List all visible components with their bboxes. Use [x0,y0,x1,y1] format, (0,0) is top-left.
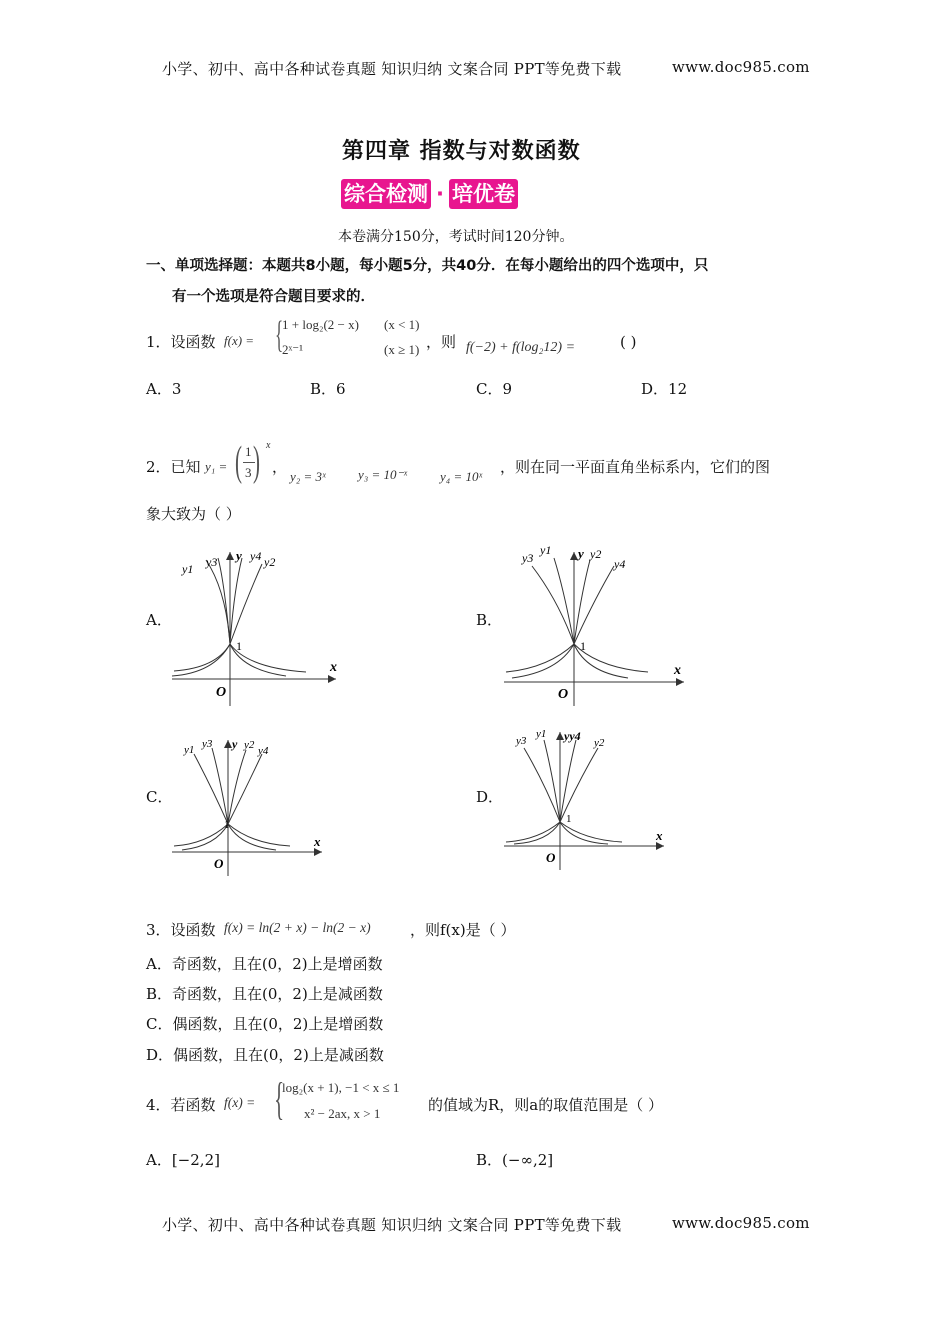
q2-y3: y₃ = 10⁻ˣ [358,467,408,482]
label-1: y1 [182,562,194,576]
x-arrow [314,848,322,856]
q2-y1-exp: x [266,440,271,451]
q3-option-d[interactable]: D．偶函数，且在(0，2)上是减函数 [146,1046,384,1064]
origin-label: O [214,856,224,871]
q2-graph-a[interactable] [166,540,356,710]
y-arrow [570,552,578,560]
q2-graph-d[interactable] [498,722,678,876]
q1-f: f(x) = [224,333,255,348]
q2-y1-label: y₁ = [205,459,228,474]
label-4: y2 [594,737,605,749]
q1-option-a[interactable]: A．3 [146,380,182,398]
q2-graph-c[interactable] [166,728,336,878]
badge-dot: · [436,182,444,206]
curve-y3 [532,566,574,644]
label-3: y [578,546,584,561]
footer-site-link[interactable]: www.doc985.com [672,1214,810,1232]
curve-y4 [560,740,576,822]
q2-option-c-letter[interactable]: C． [146,788,173,806]
curve-left-2 [512,644,574,678]
curve-left-2 [182,824,228,850]
curve-y1 [554,558,574,644]
label-1: y3 [516,735,527,747]
q3-option-c[interactable]: C．偶函数，且在(0，2)上是增函数 [146,1015,384,1033]
x-label: x [314,834,321,849]
label-1: y1 [184,744,195,756]
one-label: 1 [224,819,230,831]
section-line1: 一、单项选择题：本题共8小题，每小题5分，共40分．在每小题给出的四个选项中，只 [146,258,709,274]
x-label: x [656,828,663,843]
label-2: y3 [202,738,213,750]
q2-frac-den: 3 [245,465,252,480]
footer-text: 小学、初中、高中各种试卷真题 知识归纳 文案合同 PPT等免费下载 [162,1216,622,1234]
label-3: y [232,737,238,751]
badge-part1: 综合检测 [341,179,431,209]
curve-left-2 [514,822,560,844]
y-arrow [556,732,564,740]
q1-blank: ( ) [620,333,637,351]
label-4: y2 [244,739,255,751]
q2-option-d-letter[interactable]: D． [476,788,504,806]
q4-number: 4．若函数 [146,1096,216,1114]
q1-brace: { [275,314,284,356]
one-label: 1 [580,639,586,653]
label-4: y4 [250,549,262,563]
curve-y2 [574,560,590,644]
q2-y4: y₄ = 10ˣ [440,469,483,484]
q2-number: 2．已知 [146,458,201,476]
header-site-link[interactable]: www.doc985.com [672,58,810,76]
q1-option-c[interactable]: C．9 [476,380,513,398]
q3-option-b[interactable]: B．奇函数，且在(0，2)上是减函数 [146,985,383,1003]
q3-option-a[interactable]: A．奇函数，且在(0，2)上是增函数 [146,955,383,973]
origin-label: O [558,687,569,702]
label-2: y1 [536,728,547,740]
badge-part2: 培优卷 [449,179,518,209]
q1-cond2: (x ≥ 1) [384,342,420,357]
one-label: 1 [566,813,572,825]
curve-right-2 [228,824,276,850]
q4-rest: 的值域为R，则a的取值范围是（ ） [428,1096,664,1114]
q2-y2: y₂ = 3ˣ [290,469,326,484]
q1-expr: f(−2) + f(log₂12) = [466,340,576,355]
label-4: y2 [590,547,602,561]
q1-case1: 1 + log₂(2 − x) [282,317,359,332]
q1-option-b[interactable]: B．6 [310,380,346,398]
q3-rest: ，则f(x)是（ ） [410,921,516,939]
q2-rest: ，则在同一平面直角坐标系内，它们的图 [500,458,771,476]
q3-number: 3．设函数 [146,921,216,939]
intro-text: 本卷满分150分，考试时间120分钟。 [338,229,574,245]
label-3: y [236,548,242,563]
y-arrow [226,552,234,560]
q2-option-a-letter[interactable]: A． [146,611,172,629]
origin-label: O [216,685,227,700]
label-5: y4 [258,745,269,757]
curve-y2 [228,750,246,824]
q4-option-a[interactable]: A．[−2,2] [146,1151,220,1169]
q1-number: 1．设函数 [146,333,216,351]
q2-frac-num: 1 [245,444,252,459]
section-line2: 有一个选项是符合题目要求的． [172,289,375,305]
one-label: 1 [236,639,242,653]
q4-case1: log₂(x + 1), −1 < x ≤ 1 [282,1080,400,1095]
q4-brace: { [274,1073,285,1124]
q1-then: ，则 [426,333,457,351]
q2-graph-b[interactable] [498,540,698,710]
q1-case2: 2ˣ⁻¹ [282,342,304,357]
curve-y3 [172,558,230,676]
curve-right-2 [560,822,608,844]
label-5: y4 [614,557,626,571]
header-text: 小学、初中、高中各种试卷真题 知识归纳 文案合同 PPT等免费下载 [162,60,622,78]
q1-cond1: (x < 1) [384,317,420,332]
label-3: yy4 [564,729,581,743]
label-2: y1 [540,543,552,557]
curve-y2 [230,564,262,644]
q2-line2: 象大致为（ ） [146,505,241,523]
page-title: 第四章 指数与对数函数 [342,139,581,164]
x-label: x [330,660,337,675]
q3-f: f(x) = ln(2 + x) − ln(2 − x) [224,920,371,935]
y-arrow [224,740,232,748]
curve-y4 [230,558,242,644]
curve-left [506,644,574,672]
curve-y1 [194,754,228,824]
q1-option-d[interactable]: D．12 [641,380,688,398]
title-badge [341,179,518,209]
origin-label: O [546,850,556,865]
q2-y1-fraction: ( 1 3 ) [235,439,260,485]
curve-y3 [524,748,560,822]
x-arrow [328,675,336,683]
q2-option-b-letter[interactable]: B． [476,611,503,629]
x-arrow [676,678,684,686]
x-arrow [656,842,664,850]
curve-y1 [544,740,560,822]
label-5: y2 [264,555,276,569]
curve-y2 [560,748,598,822]
curve-y3 [212,748,228,824]
q4-case2: x² − 2ax, x > 1 [304,1106,381,1121]
x-label: x [674,663,681,678]
label-2: y3 [206,555,218,569]
label-1: y3 [522,551,534,565]
curve-y4 [228,754,262,824]
q4-f: f(x) = [224,1095,256,1110]
q4-option-b[interactable]: B．(−∞,2] [476,1151,554,1169]
q2-comma: ， [272,458,288,476]
